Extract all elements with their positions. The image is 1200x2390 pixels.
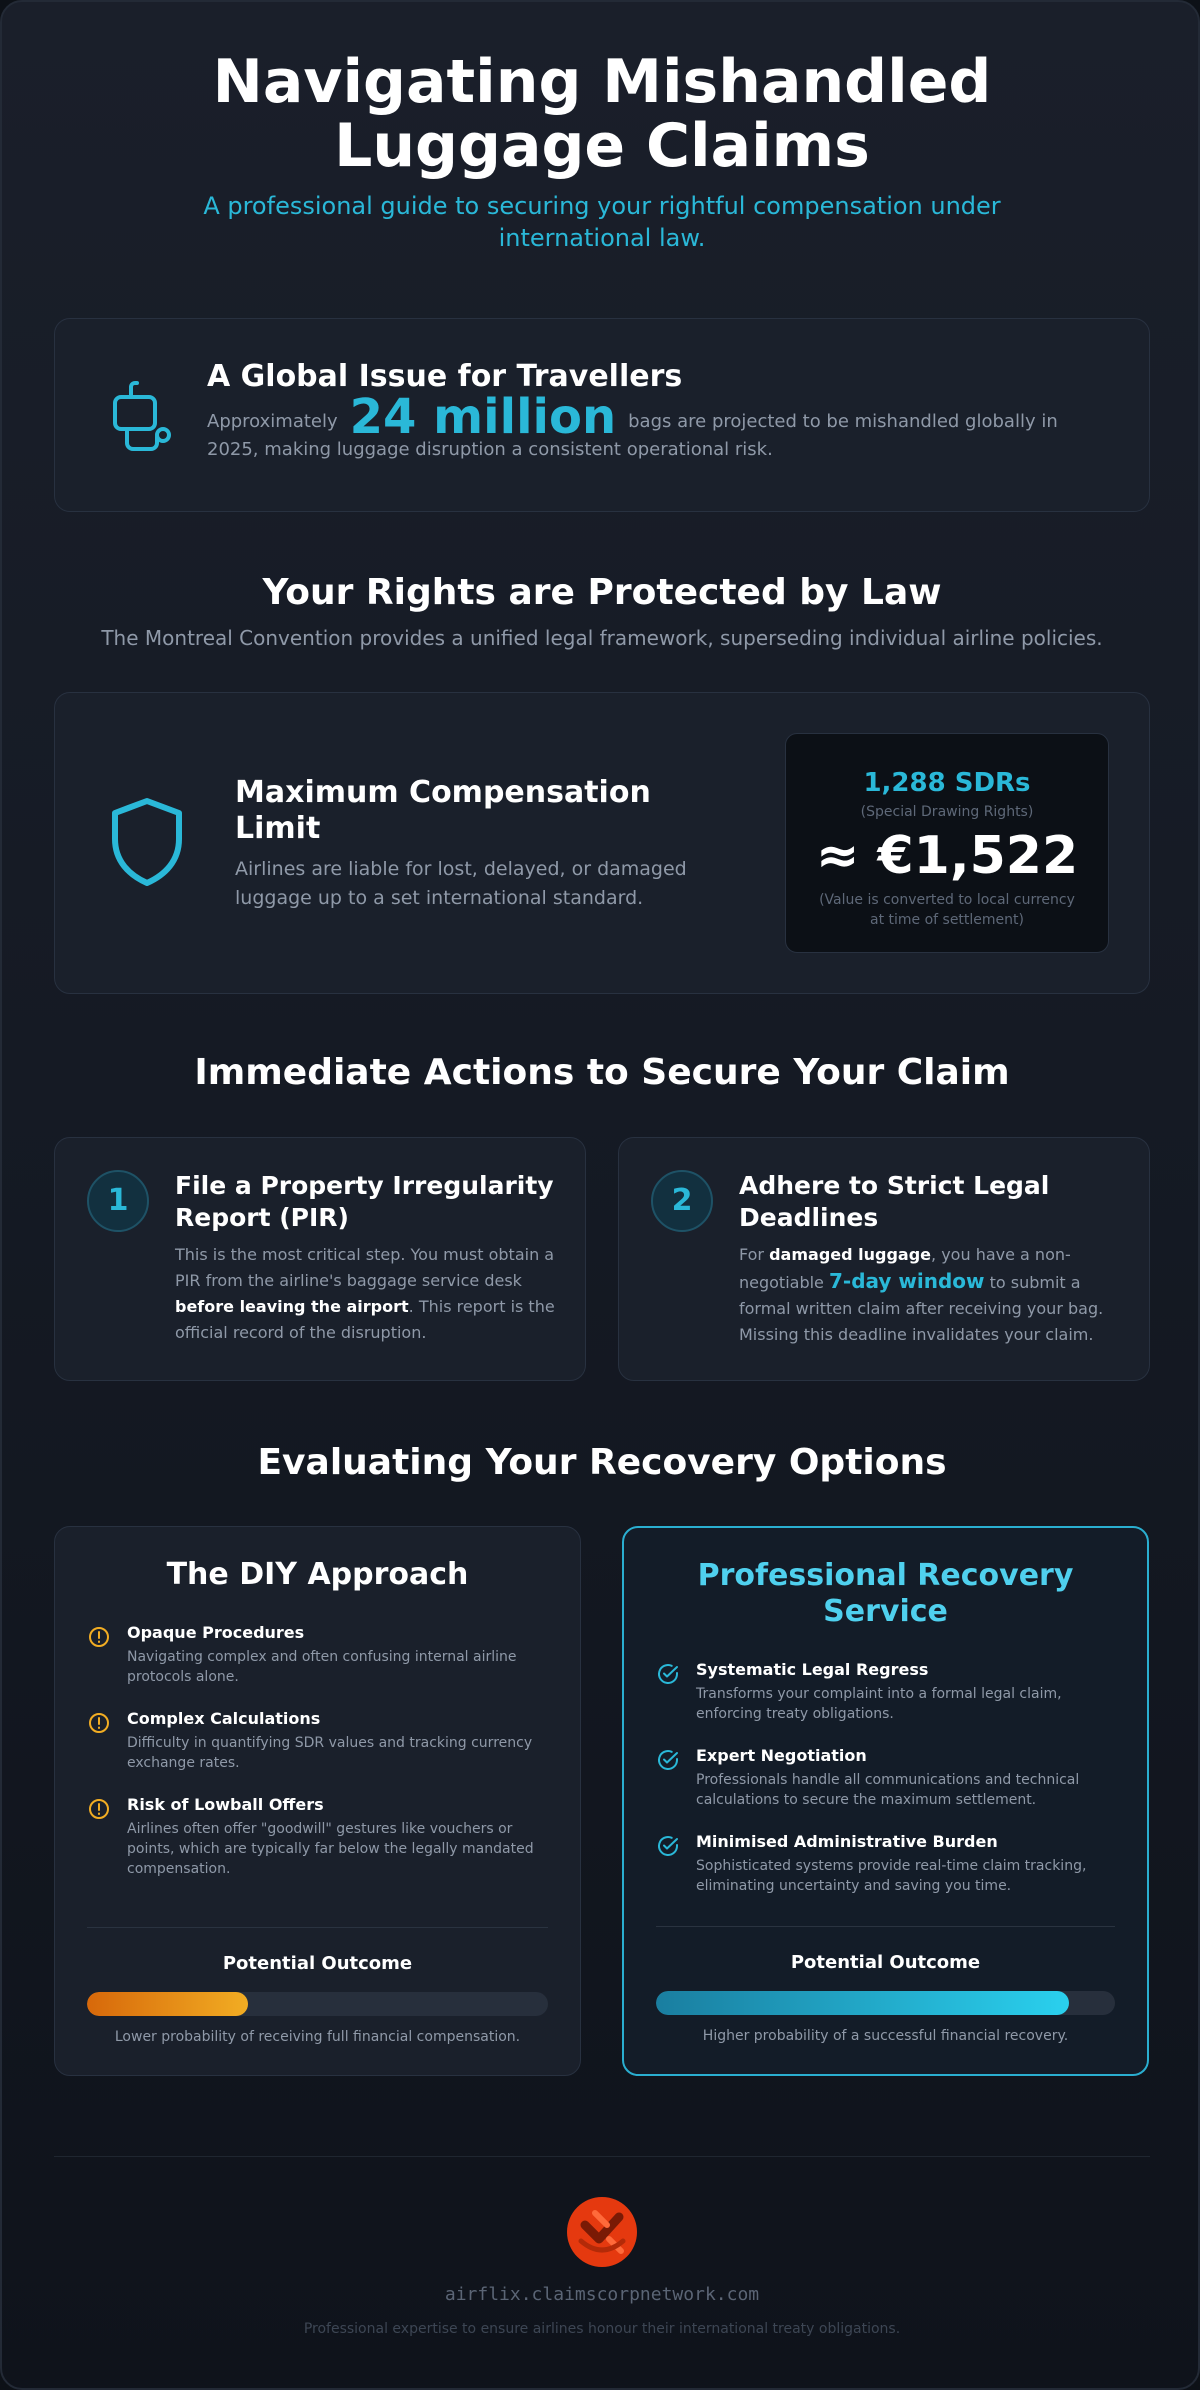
global-issue-text [207, 389, 1087, 464]
global-issue-text-before: Approximately [207, 411, 338, 432]
pro-item-title: Expert Negotiation [696, 1746, 867, 1765]
diy-item-text: Airlines often offer "goodwill" gestures like vouchers or points, which are typically far below the legally mandated compensation. [127, 1821, 534, 1877]
outcome-progress-bar [656, 1991, 1115, 2015]
step-text [739, 1242, 1129, 1348]
bags-count-highlight: 24 million [349, 389, 617, 445]
step-number-badge: 1 [87, 1170, 149, 1232]
rights-title: Your Rights are Protected by Law [262, 572, 942, 613]
check-circle-icon [656, 1662, 680, 1686]
shield-icon [107, 795, 187, 889]
pro-item-title: Minimised Administrative Burden [696, 1832, 998, 1851]
check-circle-icon [656, 1748, 680, 1772]
sdr-label: (Special Drawing Rights) [860, 804, 1034, 820]
step-text-bold: damaged luggage [769, 1245, 932, 1264]
footer-tagline: Professional expertise to ensure airlines honour their international treaty obligations. [303, 2321, 901, 2337]
step-card-deadlines [618, 1137, 1150, 1381]
compensation-title: Maximum Compensation Limit [235, 775, 651, 846]
outcome-label: Potential Outcome [222, 1953, 413, 1974]
step-text [175, 1242, 565, 1346]
step-text-bold: before leaving the airport [175, 1297, 409, 1316]
divider [656, 1926, 1115, 1927]
deadline-highlight: 7-day window [828, 1269, 985, 1293]
outcome-progress-fill [656, 1991, 1069, 2015]
euro-value: ≈ €1,522 [815, 826, 1079, 886]
diy-title: The DIY Approach [166, 1557, 469, 1592]
diy-item-title: Risk of Lowball Offers [127, 1795, 324, 1814]
warning-icon [87, 1625, 111, 1649]
pro-item-title: Systematic Legal Regress [696, 1660, 929, 1679]
step-text-part: to submit a formal written claim after receiving your bag. Missing this deadline invalidates your claim. [739, 1273, 1104, 1344]
actions-title: Immediate Actions to Secure Your Claim [194, 1052, 1010, 1093]
global-issue-title: A Global Issue for Travellers [207, 359, 683, 394]
luggage-icon [105, 379, 177, 459]
professional-option-card [622, 1526, 1149, 2076]
global-issue-card [54, 318, 1150, 512]
brand-logo-icon[interactable] [565, 2195, 639, 2269]
divider [87, 1927, 548, 1928]
step-number-badge: 2 [651, 1170, 713, 1232]
outcome-caption: Lower probability of receiving full financial compensation. [114, 2029, 521, 2045]
step-text-part: . This report is the official record of the disruption. [175, 1297, 555, 1342]
warning-icon [87, 1797, 111, 1821]
sdr-value: 1,288 SDRs [863, 768, 1031, 798]
compensation-card [54, 692, 1150, 994]
warning-icon [87, 1711, 111, 1735]
diy-item-title: Opaque Procedures [127, 1623, 305, 1642]
global-issue-text-after: bags are projected to be mishandled globally in 2025, making luggage disruption a consistent operational risk. [207, 411, 1058, 460]
step-title: Adhere to Strict Legal Deadlines [739, 1171, 1050, 1232]
outcome-caption: Higher probability of a successful financial recovery. [702, 2028, 1069, 2044]
step-text-part: This is the most critical step. You must obtain a PIR from the airline's baggage service desk [175, 1245, 555, 1290]
diy-item-text: Navigating complex and often confusing internal airline protocols alone. [127, 1649, 517, 1685]
diy-option-card [54, 1526, 581, 2076]
diy-item-title: Complex Calculations [127, 1709, 321, 1728]
compensation-text: Airlines are liable for lost, delayed, or damaged luggage up to a set international standard. [235, 858, 687, 909]
page-subtitle: A professional guide to securing your rightful compensation under international law. [203, 192, 1001, 252]
options-title: Evaluating Your Recovery Options [257, 1442, 947, 1483]
pro-item-text: Professionals handle all communications and technical calculations to secure the maximum settlement. [696, 1772, 1080, 1808]
rights-subtitle: The Montreal Convention provides a unified legal framework, superseding individual airline policies. [101, 626, 1103, 650]
step-card-pir [54, 1137, 586, 1381]
compensation-value-box [785, 733, 1109, 953]
page-title: Navigating Mishandled Luggage Claims [212, 47, 992, 181]
step-text-part: For [739, 1245, 770, 1264]
outcome-progress-fill [87, 1992, 248, 2016]
footer-domain-link[interactable]: airflix.claimscorpnetwork.com [444, 2284, 760, 2305]
outcome-progress-bar [87, 1992, 548, 2016]
professional-title: Professional Recovery Service [697, 1558, 1074, 1629]
step-title: File a Property Irregularity Report (PIR) [175, 1171, 554, 1232]
step-text-part: , you have a non-negotiable [739, 1245, 1071, 1292]
pro-item-text: Sophisticated systems provide real-time claim tracking, eliminating uncertainty and saving you time. [696, 1858, 1087, 1894]
conversion-note: (Value is converted to local currency at time of settlement) [819, 892, 1075, 928]
pro-item-text: Transforms your complaint into a formal legal claim, enforcing treaty obligations. [696, 1686, 1062, 1722]
footer-divider [54, 2156, 1150, 2157]
check-circle-icon [656, 1834, 680, 1858]
diy-item-text: Difficulty in quantifying SDR values and tracking currency exchange rates. [127, 1735, 533, 1771]
outcome-label: Potential Outcome [790, 1952, 981, 1973]
